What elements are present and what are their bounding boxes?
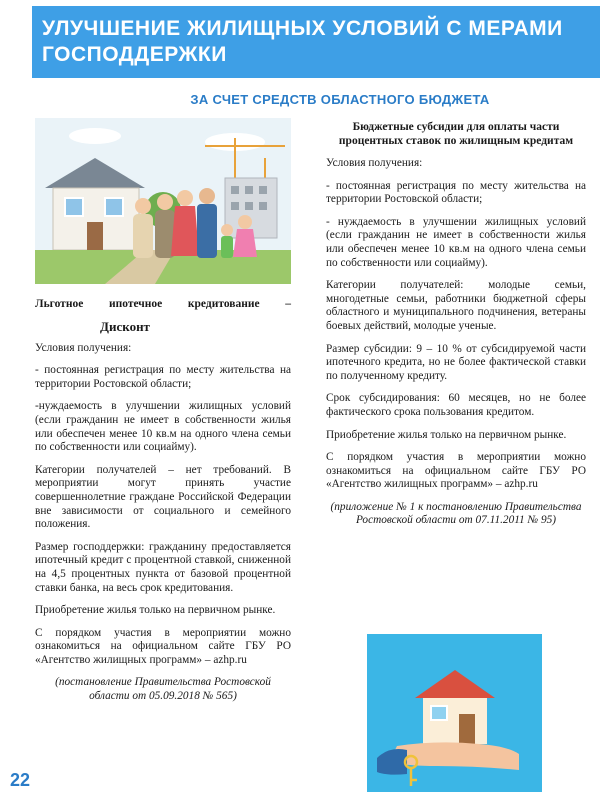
house-in-hand-illustration (367, 634, 542, 792)
right-paragraph-2: - нуждаемость в улучшении жилищных условий (если гражданин не имеет в собственности жилья или обеспечен менее 10 кв.м на одного члена семьи по собственности или социайму). (326, 215, 586, 269)
left-paragraph-1: - постоянная регистрация по месту жительства на территории Ростовской области; (35, 364, 291, 390)
right-paragraph-0: Условия получения: (326, 157, 423, 169)
left-paragraph-6: С порядком участия в мероприятии можно ознакомиться на официальном сайте ГБУ РО «Агентство жилищных программ» – azhp.ru (35, 626, 291, 666)
page-number: 22 (10, 770, 31, 790)
page-title: УЛУЧШЕНИЕ ЖИЛИЩНЫХ УСЛОВИЙ С МЕРАМИ ГОСПОДДЕРЖКИ (42, 17, 563, 66)
left-paragraph-4: Размер господдержки: гражданину предоставляется ипотечный кредит с процентной ставкой, сниженной на 4,5 процентных пункта от базовой процентной ставки банка, на весь срок кредитования. (35, 540, 291, 594)
right-paragraph-7: С порядком участия в мероприятии можно ознакомиться на официальном сайте ГБУ РО «Агентство жилищных программ» – azhp.ru (326, 451, 586, 491)
left-paragraph-3: Категории получателей – нет требований. В мероприятии могут принять участие совершеннолетние граждане Российской Федерации вне зависимости от социального и семейного положения. (35, 463, 291, 531)
right-paragraph-5: Срок субсидирования: 60 месяцев, но не более фактического срока пользования кредитом. (326, 392, 586, 418)
right-column (326, 120, 586, 537)
left-heading-line2: Дисконт (100, 319, 150, 334)
right-paragraph-4: Размер субсидии: 9 – 10 % от субсидируемой части ипотечного кредита, но не более фактической ставки по полученному кредиту. (326, 342, 586, 382)
section-subtitle: ЗА СЧЕТ СРЕДСТВ ОБЛАСТНОГО БЮДЖЕТА (190, 92, 490, 107)
left-paragraph-2: -нуждаемость в улучшении жилищных условий (если гражданин не имеет в собственности жилья или обеспечен менее 10 кв.м на одного члена семьи по собственности или социайму). (35, 400, 291, 454)
house-hand-image (367, 634, 542, 792)
right-paragraph-6: Приобретение жилья только на первичном рынке. (326, 428, 567, 441)
left-paragraph-5: Приобретение жилья только на первичном рынке. (35, 604, 276, 617)
right-heading: Бюджетные субсидии для оплаты части процентных ставок по жилищным кредитам (338, 121, 574, 147)
family-image (35, 118, 291, 284)
right-legal-note: (приложение № 1 к постановлению Правительства Ростовской области от 07.11.2011 № 95) (330, 500, 582, 527)
left-legal-note: (постановление Правительства Ростовской области от 05.09.2018 № 565) (55, 676, 271, 703)
left-column (35, 297, 291, 713)
family-house-illustration (35, 118, 291, 284)
left-paragraph-0: Условия получения: (35, 341, 132, 354)
title-banner (32, 6, 600, 78)
right-paragraph-1: - постоянная регистрация по месту жительства на территории Ростовской области; (326, 179, 586, 206)
right-paragraph-3: Категории получателей: молодые семьи, многодетные семьи, работники бюджетной сферы областного и муниципального подчинения, ветераны боевых действий, молодые ученые. (326, 279, 586, 332)
left-heading-line1: Льготное ипотечное кредитование – (35, 298, 291, 310)
